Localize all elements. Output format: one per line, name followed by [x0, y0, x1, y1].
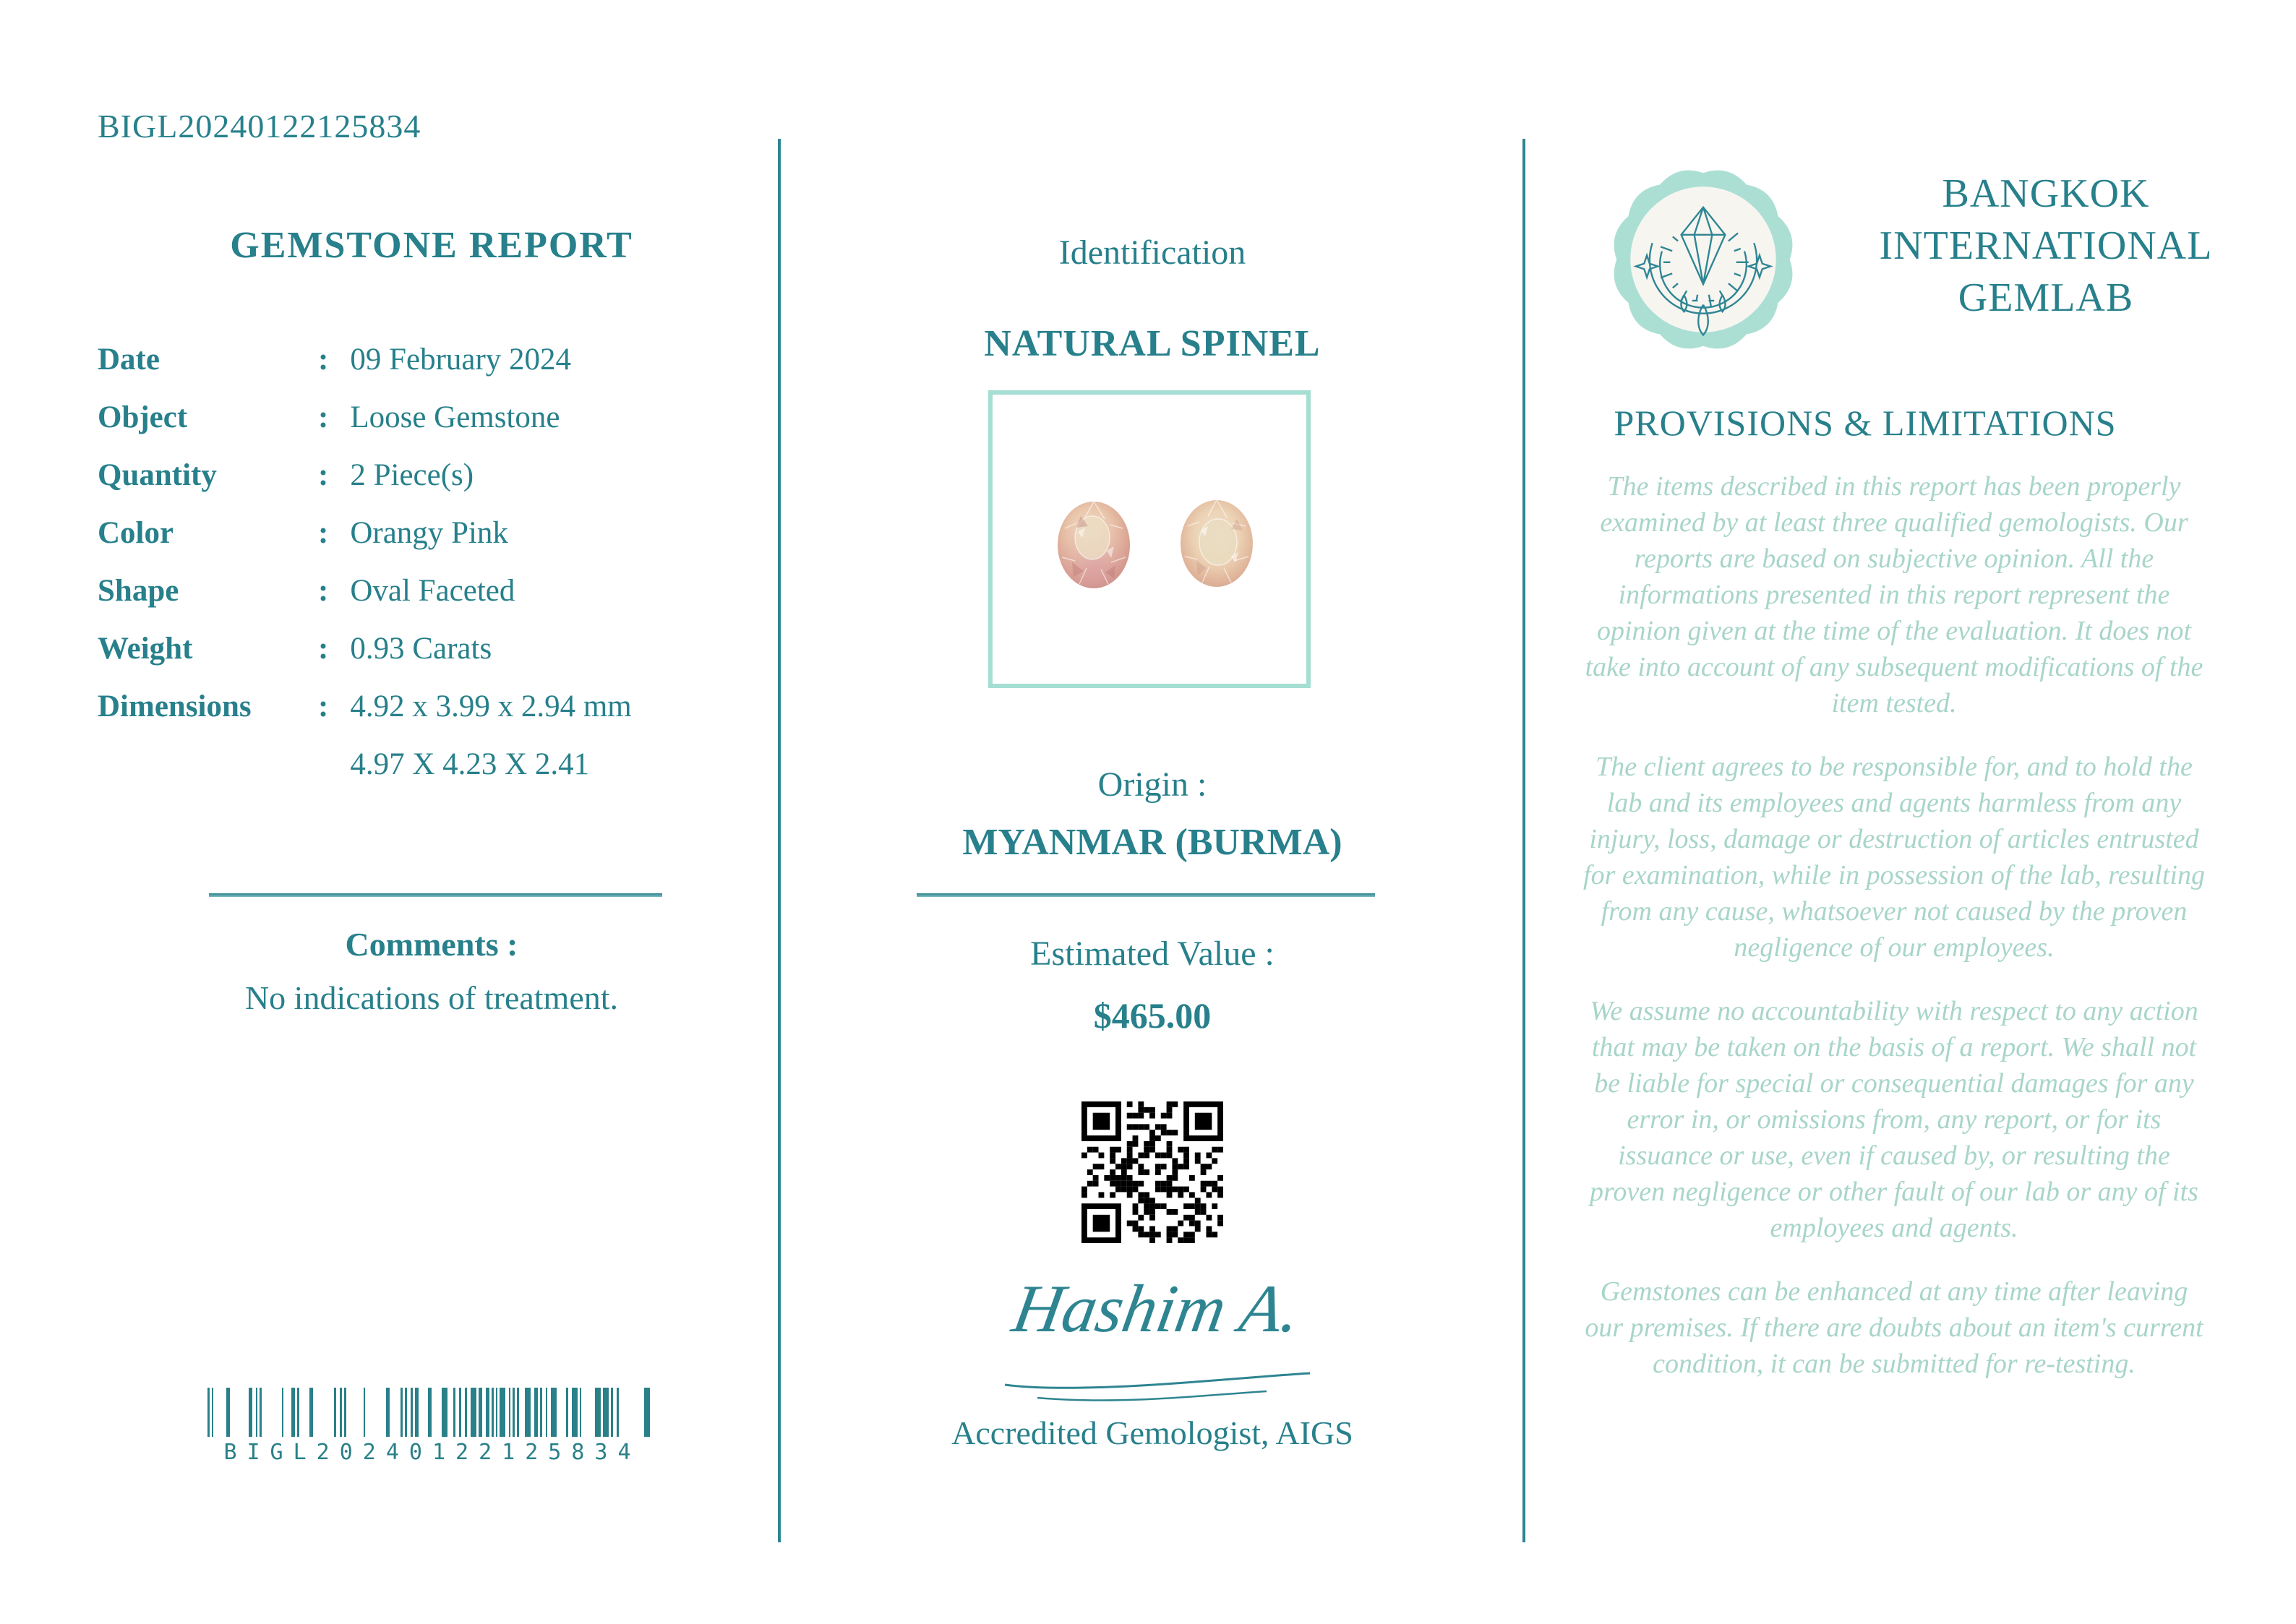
value-divider [917, 893, 1375, 897]
gem-left [1058, 502, 1130, 588]
gemstone-photo [988, 390, 1311, 688]
species-name: NATURAL SPINEL [984, 323, 1321, 364]
field-row-weight [98, 620, 632, 678]
qr-code-svg [1081, 1101, 1223, 1243]
field-value: 2 Piece(s) [350, 458, 474, 492]
provisions-paragraph: Gemstones can be enhanced at any time after leaving our premises. If there are doubts about an item's current condition, it can be submitted for re-testing. [1585, 1276, 2203, 1379]
field-colon: : [318, 400, 329, 434]
field-colon: : [318, 343, 329, 377]
field-value: Orangy Pink [350, 516, 508, 550]
comments-text: No indications of treatment. [244, 979, 619, 1016]
field-value: Loose Gemstone [350, 400, 560, 434]
provisions-text [1580, 468, 2209, 1409]
origin-value: MYANMAR (BURMA) [962, 822, 1342, 863]
field-value: 4.92 x 3.99 x 2.94 mm [350, 689, 632, 723]
estimated-value-amount: $465.00 [1093, 995, 1212, 1036]
field-label: Color [98, 516, 174, 550]
lab-name [1851, 168, 2241, 324]
field-value: Oval Faceted [350, 574, 515, 608]
field-row-dimensions-2 [98, 736, 632, 794]
field-label: Quantity [98, 458, 217, 492]
signatory-title: Accredited Gemologist, AIGS [951, 1414, 1353, 1451]
qr-code [1081, 1101, 1223, 1243]
lab-name-line: BANGKOK [1942, 171, 2150, 216]
field-row-object [98, 389, 632, 447]
lab-name-line: GEMLAB [1958, 275, 2134, 320]
provisions-paragraph: We assume no accountability with respect to any action that may be taken on the basis of a report. We shall not be liable for special or consequential damages for any error in, or omissions from, any report, or for its issuance or use, even if caused by, or resulting the proven negligence or other fault of our lab or any of its employees and agents. [1590, 996, 2198, 1243]
field-label: Object [98, 400, 188, 434]
field-row-dimensions [98, 678, 632, 736]
gemstone-photo-svg [993, 395, 1306, 684]
signature-name: Hashim A. [1007, 1271, 1306, 1346]
field-colon: : [318, 458, 329, 492]
field-row-color [98, 504, 632, 562]
lab-logo-svg [1607, 163, 1799, 356]
field-colon: : [318, 516, 329, 550]
field-row-quantity [98, 447, 632, 504]
origin-label: Origin : [1097, 765, 1207, 804]
estimated-value-label: Estimated Value : [1030, 935, 1275, 973]
field-row-date [98, 331, 632, 389]
lab-name-line: INTERNATIONAL [1879, 223, 2213, 268]
provisions-paragraph: The items described in this report has been properly examined by at least three qualified gemologists. Our reports are based on subjective opinion. All the informations presented in this report represent the opinion given at the time of the evaluation. It does not take into account of any subsequent modifications of the item tested. [1585, 471, 2203, 718]
signature [998, 1271, 1316, 1417]
provisions-paragraph: The client agrees to be responsible for, and to hold the lab and its employees and agents harmless from any injury, loss, damage or destruction of articles entrusted for examination, while in possession of the lab, resulting from any cause, whatsoever not caused by the proven negligence of our employees. [1583, 752, 2205, 963]
field-colon: : [318, 574, 329, 608]
column-divider-left [778, 139, 781, 1542]
barcode-svg [207, 1388, 657, 1437]
field-value: 0.93 Carats [350, 632, 492, 666]
report-title: GEMSTONE REPORT [230, 225, 633, 266]
report-fields [98, 331, 632, 794]
field-row-shape [98, 562, 632, 620]
column-divider-right [1522, 139, 1525, 1542]
barcode [207, 1388, 657, 1465]
field-colon: : [318, 689, 329, 723]
comments-label: Comments : [345, 926, 518, 963]
report-number: BIGL20240122125834 [98, 108, 421, 145]
gem-right [1181, 500, 1253, 587]
field-label: Weight [98, 632, 193, 666]
signature-flourish [998, 1372, 1316, 1409]
field-value: 09 February 2024 [350, 343, 572, 377]
field-colon: : [318, 632, 329, 666]
field-label: Shape [98, 574, 179, 608]
field-value: 4.97 X 4.23 X 2.41 [350, 747, 590, 781]
provisions-title: PROVISIONS & LIMITATIONS [1614, 403, 2117, 443]
barcode-text: BIGL20240122125834 [223, 1440, 641, 1465]
identification-heading: Identification [1058, 233, 1246, 272]
field-label: Dimensions [98, 689, 252, 723]
field-label: Date [98, 343, 160, 377]
comments-divider [209, 893, 662, 897]
field-label-spacer [98, 736, 318, 794]
lab-logo [1607, 163, 1799, 356]
